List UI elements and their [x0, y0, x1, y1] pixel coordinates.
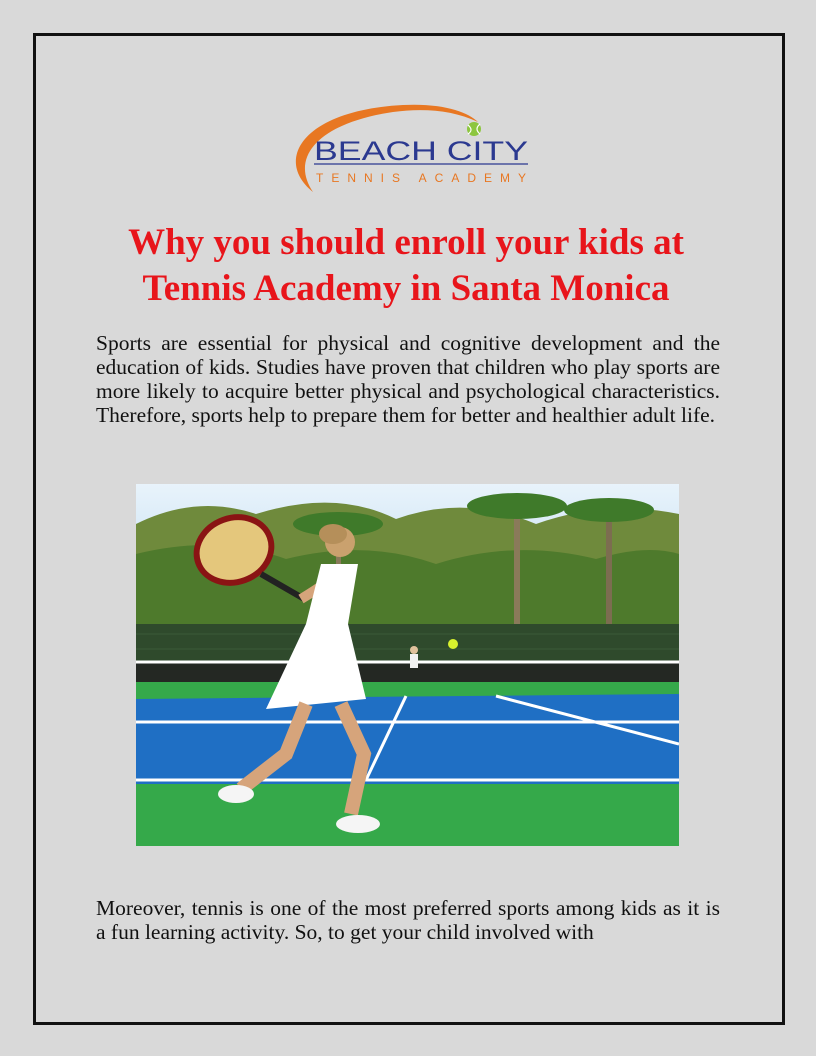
title-line-1: Why you should enroll your kids at — [128, 222, 684, 263]
beach-city-logo — [283, 100, 533, 196]
tennis-player-photo — [136, 484, 679, 846]
logo-brand-text: BEACH CITY — [314, 136, 528, 166]
title-line-2: Tennis Academy in Santa Monica — [142, 268, 670, 309]
article-title — [33, 220, 779, 312]
logo-tagline-text: TENNIS ACADEMY — [316, 171, 526, 185]
continuation-paragraph: Moreover, tennis is one of the most preferred sports among kids as it is a fun learning activity. So, to get your child involved with — [96, 896, 720, 944]
tennis-ball-icon — [467, 122, 481, 136]
intro-paragraph: Sports are essential for physical and cognitive development and the education of kids. Studies have proven that children who play sports are more likely to acquire better physical and psychological characteristics. Therefore, sports help to prepare them for better and healthier adult life. — [96, 331, 720, 427]
